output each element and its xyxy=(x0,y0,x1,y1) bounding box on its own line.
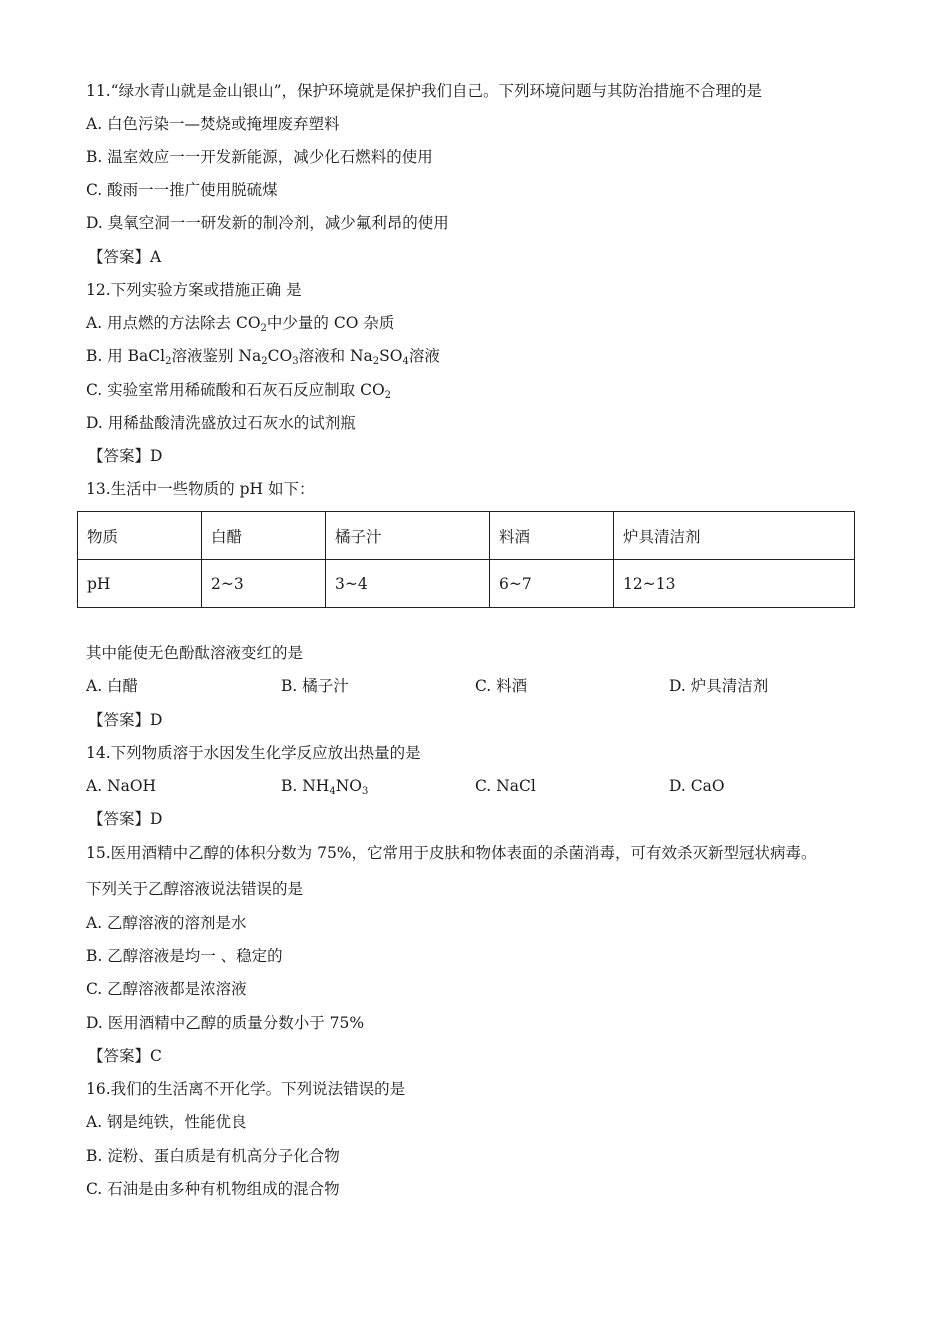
q12-b-text-2: 溶液鉴别 Na xyxy=(171,347,262,365)
q12-b-sub-1: 2 xyxy=(165,356,172,367)
q12-option-b xyxy=(86,346,440,366)
q13-question: 其中能使无色酚酞溶液变红的是 xyxy=(86,644,304,662)
ph-table xyxy=(77,511,855,608)
q11-option-a: A. 白色污染一—焚烧或掩埋废弃塑料 xyxy=(86,115,340,133)
q15-option-c: C. 乙醇溶液都是浓溶液 xyxy=(86,980,247,998)
q12-option-d: D. 用稀盐酸清洗盛放过石灰水的试剂瓶 xyxy=(86,414,356,432)
q13-option-c: C. 料酒 xyxy=(475,677,528,695)
q14-b-sub-2: 3 xyxy=(361,786,369,797)
table-cell: 3~4 xyxy=(326,560,490,608)
q12-a-text-1: A. 用点燃的方法除去 CO xyxy=(86,314,261,332)
q14-option-d: D. CaO xyxy=(669,777,725,795)
q12-b-sub-4: 2 xyxy=(372,356,380,367)
q11-answer: 【答案】A xyxy=(88,248,162,266)
table-cell: 白醋 xyxy=(202,512,326,560)
table-cell: 2~3 xyxy=(202,560,326,608)
q14-options xyxy=(86,776,866,796)
table-cell: 6~7 xyxy=(490,560,614,608)
q12-b-text-6: 溶液 xyxy=(408,347,440,365)
q12-option-a xyxy=(86,313,394,333)
q11-option-d: D. 臭氧空洞一一研发新的制冷剂，减少氟利昂的使用 xyxy=(86,214,449,232)
table-cell: 12~13 xyxy=(614,560,855,608)
q16-option-c: C. 石油是由多种有机物组成的混合物 xyxy=(86,1180,340,1198)
q12-a-sub: 2 xyxy=(260,323,267,334)
q14-stem: 14.下列物质溶于水因发生化学反应放出热量的是 xyxy=(86,744,421,762)
q15-option-a: A. 乙醇溶液的溶剂是水 xyxy=(86,914,247,932)
q15-option-b: B. 乙醇溶液是均一 、稳定的 xyxy=(86,947,283,965)
q15-stem-2: 下列关于乙醇溶液说法错误的是 xyxy=(86,880,304,898)
q12-answer: 【答案】D xyxy=(88,447,163,465)
q12-a-text-2: 中少量的 CO 杂质 xyxy=(266,314,395,332)
q12-stem: 12.下列实验方案或措施正确 是 xyxy=(86,281,302,299)
q12-b-sub-2: 2 xyxy=(261,356,268,367)
q12-c-text: C. 实验室常用稀硫酸和石灰石反应制取 CO xyxy=(86,381,385,399)
q16-stem: 16.我们的生活离不开化学。下列说法错误的是 xyxy=(86,1080,406,1098)
q12-b-text-4: 溶液和 Na xyxy=(298,347,373,365)
q13-stem: 13.生活中一些物质的 pH 如下： xyxy=(86,480,315,498)
table-cell: 物质 xyxy=(78,512,202,560)
q14-b-sub-1: 4 xyxy=(329,786,336,797)
q14-b-text-1: B. NH xyxy=(281,777,330,795)
q12-b-text-3: CO xyxy=(267,347,293,365)
q13-option-b: B. 橘子汁 xyxy=(281,677,349,695)
table-cell: 橘子汁 xyxy=(326,512,490,560)
q15-option-d: D. 医用酒精中乙醇的质量分数小于 75% xyxy=(86,1014,365,1032)
q14-answer: 【答案】D xyxy=(88,810,163,828)
table-cell: 炉具清洁剂 xyxy=(614,512,855,560)
q14-option-a: A. NaOH xyxy=(86,777,157,795)
q11-option-b: B. 温室效应一一开发新能源，减少化石燃料的使用 xyxy=(86,148,433,166)
q16-option-a: A. 钢是纯铁，性能优良 xyxy=(86,1113,247,1131)
q12-b-text-5: SO xyxy=(379,347,403,365)
table-row xyxy=(78,560,855,608)
q14-b-text-2: NO xyxy=(335,777,362,795)
q11-option-c: C. 酸雨一一推广使用脱硫煤 xyxy=(86,181,278,199)
q12-c-sub: 2 xyxy=(384,390,392,401)
table-cell: pH xyxy=(78,560,202,608)
table-header-row xyxy=(78,512,855,560)
q13-options xyxy=(86,676,866,696)
q15-answer: 【答案】C xyxy=(88,1047,162,1065)
q13-option-a: A. 白醋 xyxy=(86,677,139,695)
q12-b-text-1: B. 用 BaCl xyxy=(86,347,166,365)
q12-b-sub-5: 4 xyxy=(402,356,409,367)
q14-option-b xyxy=(281,776,368,796)
q14-option-c: C. NaCl xyxy=(475,777,536,795)
q13-option-d: D. 炉具清洁剂 xyxy=(669,677,769,695)
table-cell: 料酒 xyxy=(490,512,614,560)
q16-option-b: B. 淀粉、蛋白质是有机高分子化合物 xyxy=(86,1147,340,1165)
q15-stem-1: 15.医用酒精中乙醇的体积分数为 75%，它常用于皮肤和物体表面的杀菌消毒，可有效杀灭新型冠状病毒。 xyxy=(86,844,817,862)
q13-answer: 【答案】D xyxy=(88,711,163,729)
q12-option-c xyxy=(86,380,391,400)
q12-b-sub-3: 3 xyxy=(292,356,299,367)
q11-stem: 11.“绿水青山就是金山银山”，保护环境就是保护我们自己。下列环境问题与其防治措施不合理的是 xyxy=(86,82,763,100)
